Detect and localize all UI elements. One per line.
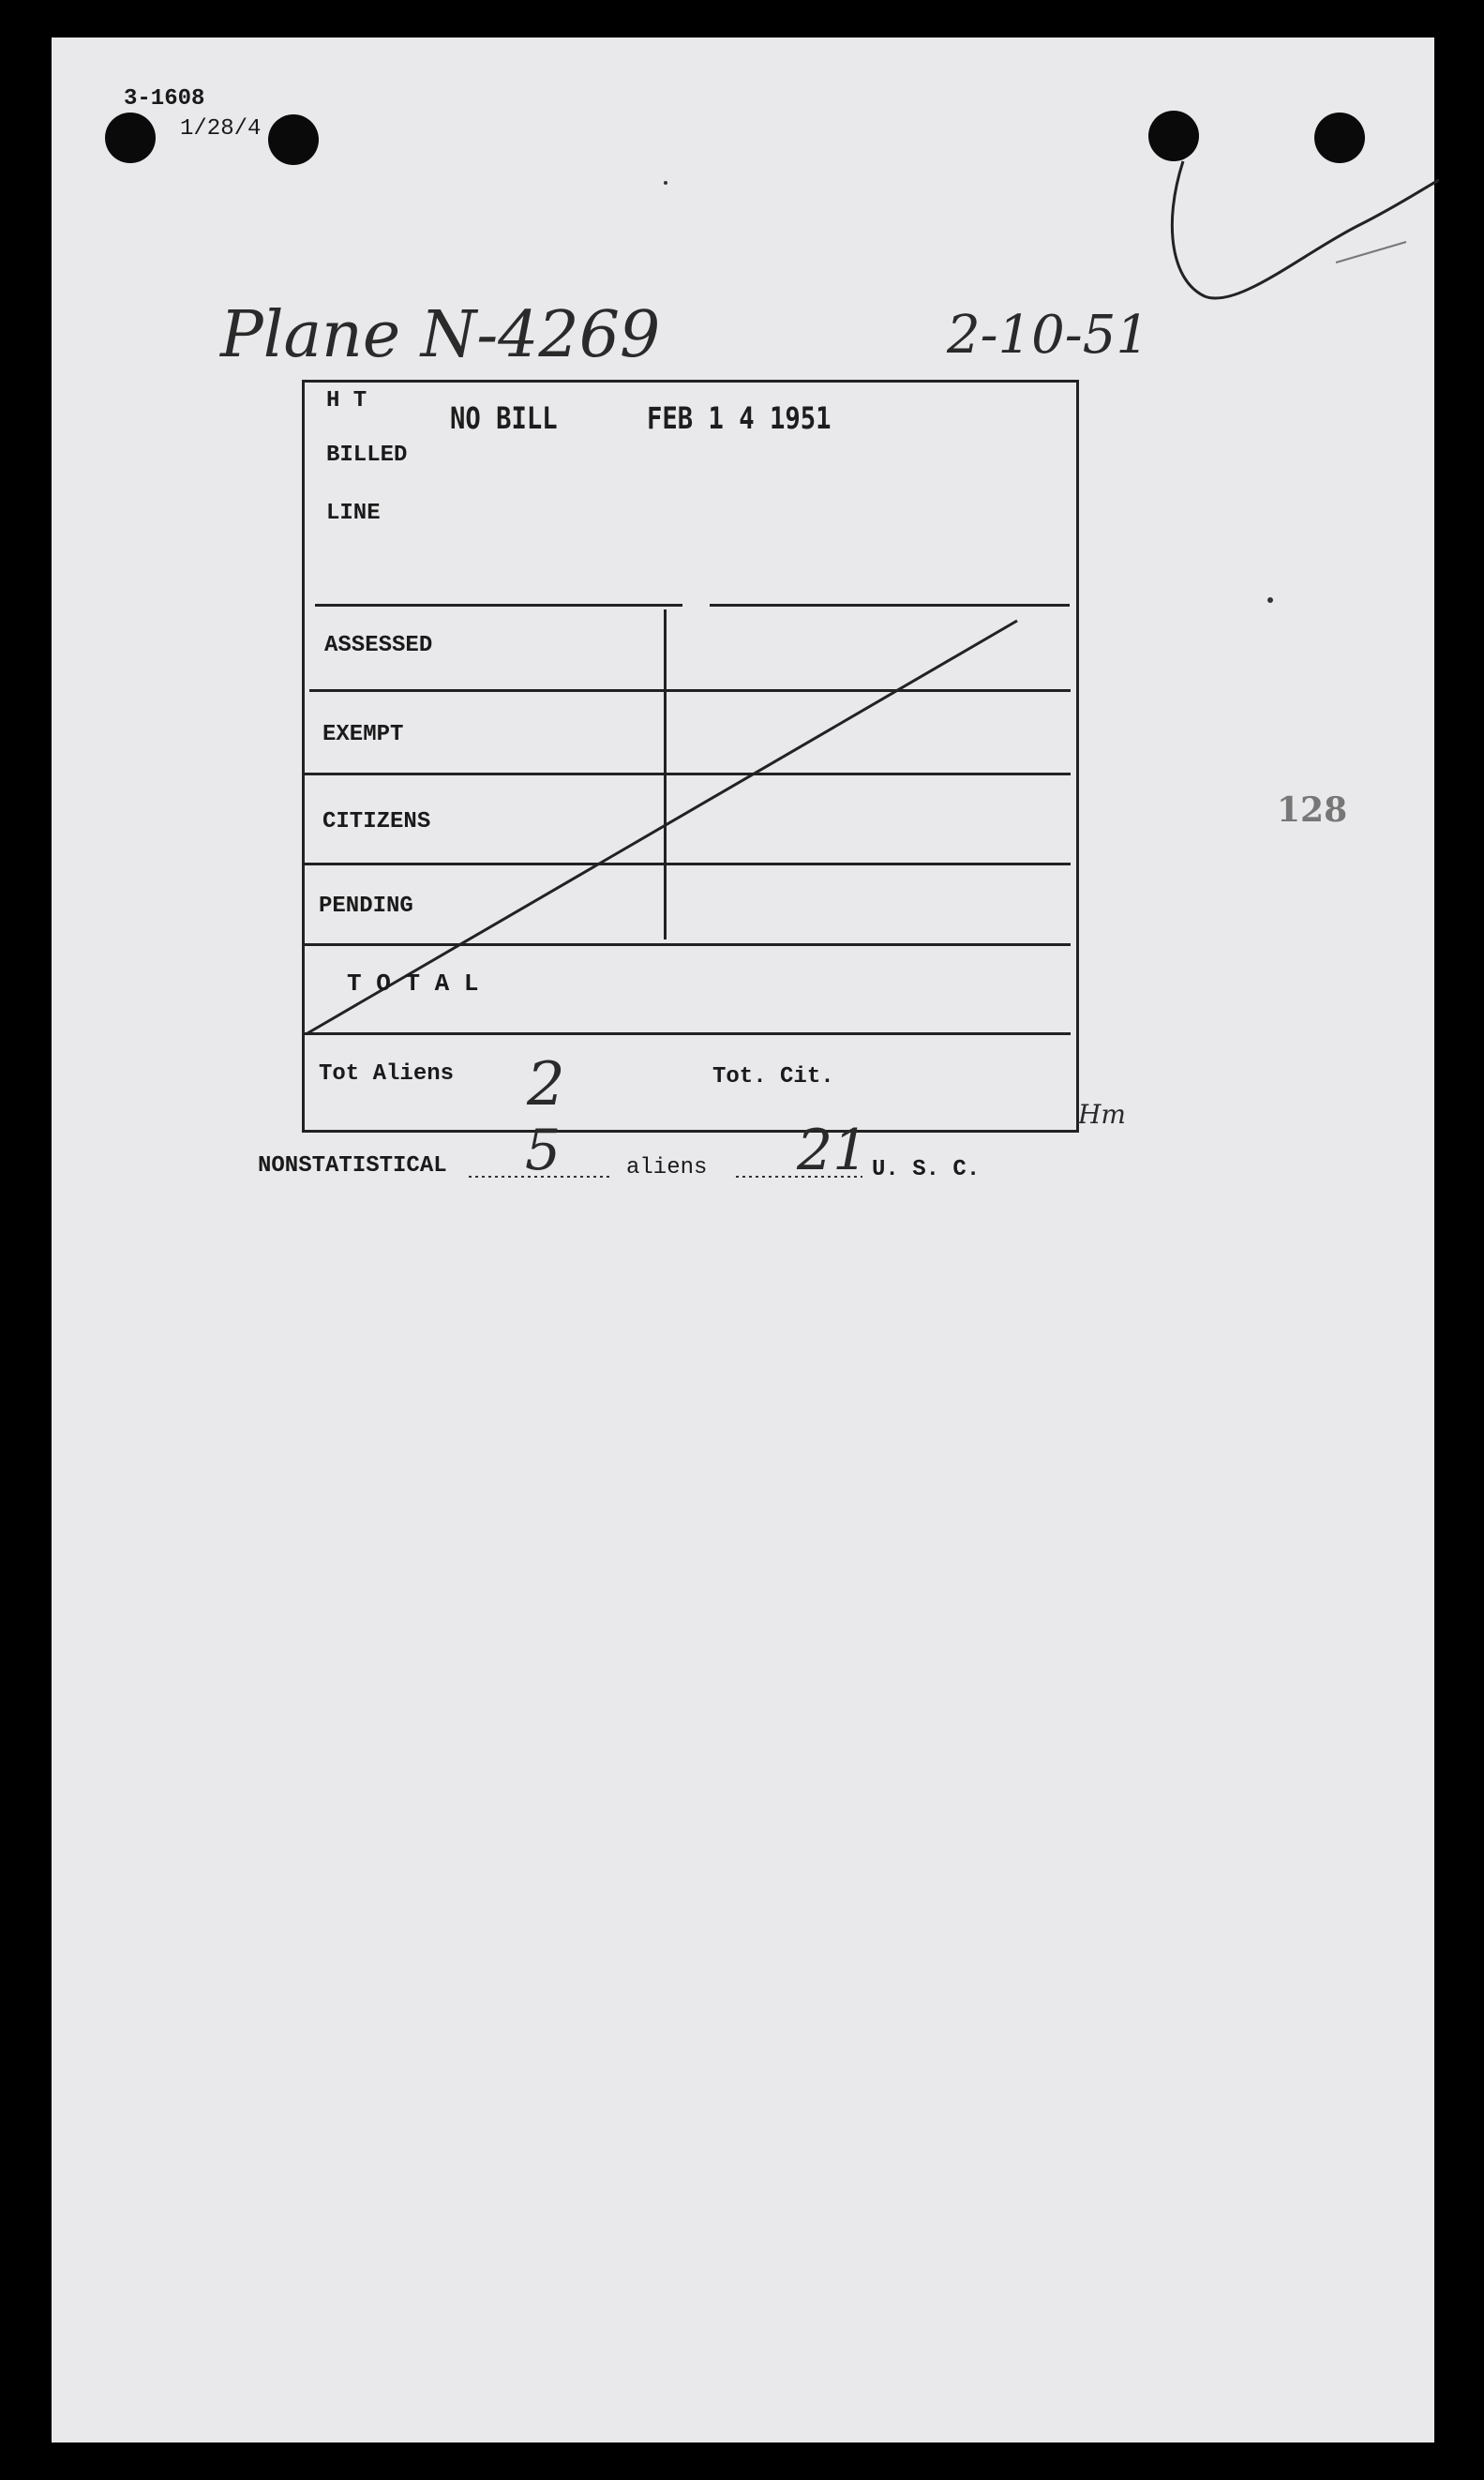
handwritten-date: 2-10-51 [947,305,1149,366]
form-number: 3-1608 [124,86,205,112]
nonstatistical-usc-label: U. S. C. [872,1157,981,1182]
label-exempt: EXEMPT [322,722,404,747]
label-total: T O T A L [347,969,479,998]
nonstatistical-aliens-label: aliens [626,1155,708,1180]
nonstatistical-label: NONSTATISTICAL [258,1153,447,1179]
stamp-date: FEB 1 4 1951 [647,400,832,436]
label-tot-cit: Tot. Cit. [712,1064,834,1090]
stamp-no-bill: NO BILL [450,400,558,436]
value-tot-aliens: 2 [527,1050,565,1120]
label-assessed: ASSESSED [324,633,433,658]
nonstatistical-aliens-value: 5 [525,1118,562,1183]
label-ht: H T [326,388,367,413]
plane-label: Plane N-4269 [220,298,661,372]
label-tot-aliens: Tot Aliens [319,1061,455,1087]
label-line: LINE [326,501,381,526]
nonstatistical-usc-value: 21 [797,1118,869,1183]
form-revision: 1/28/4 [180,116,262,142]
label-citizens: CITIZENS [322,809,431,834]
page-number: 128 [1277,790,1348,830]
reviewer-initials: Hm [1078,1099,1126,1130]
label-billed: BILLED [326,443,408,468]
label-pending: PENDING [319,894,413,919]
